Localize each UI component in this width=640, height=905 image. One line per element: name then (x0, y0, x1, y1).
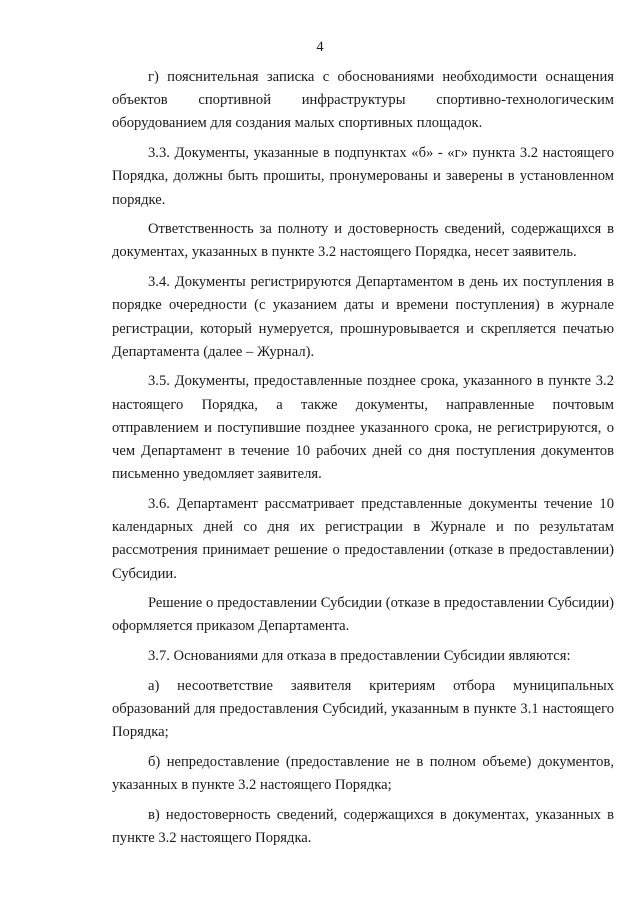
page-number: 4 (316, 39, 324, 55)
paragraph-responsibility: Ответственность за полноту и достоверность сведений, содержащихся в документах, указанных в пункте 3.2 настоящего Порядка, несет заявитель. (112, 221, 614, 261)
paragraph-3-3: 3.3. Документы, указанные в подпунктах «б» - «г» пункта 3.2 настоящего Порядка, должны быть прошиты, пронумерованы и заверены в установленном порядке. (112, 145, 614, 208)
paragraph-3-5: 3.5. Документы, предоставленные позднее срока, указанного в пункте 3.2 настоящего Порядка, а также документы, направленные почтовым отправлением и поступившие позднее указанного срока, не регистрируются, о чем Департамент в течение 10 рабочих дней со дня поступления документов письменно уведомляет заявителя. (112, 373, 614, 483)
paragraph-refusal-reason-a: а) несоответствие заявителя критериям отбора муниципальных образований для предоставления Субсидий, указанным в пункте 3.1 настоящего Порядка; (112, 677, 614, 741)
paragraph-item-g-explanatory-note: г) пояснительная записка с обоснованиями необходимости оснащения объектов спортивной инфраструктуры спортивно-технологическим оборудованием для создания малых спортивных площадок. (112, 69, 614, 132)
document-body (112, 66, 614, 857)
paragraph-3-7: 3.7. Основаниями для отказа в предоставлении Субсидии являются: (148, 648, 571, 665)
paragraph-decision: Решение о предоставлении Субсидии (отказе в предоставлении Субсидии) оформляется приказом Департамента. (112, 595, 614, 635)
paragraph-3-4: 3.4. Документы регистрируются Департаментом в день их поступления в порядке очередности (с указанием даты и времени поступления) в журнале регистрации, который нумеруется, прошнуровывается и скрепляется печатью Департамента (далее – Журнал). (112, 274, 614, 360)
paragraph-3-6: 3.6. Департамент рассматривает представленные документы течение 10 календарных дней со дня их регистрации в Журнале и по результатам рассмотрения принимает решение о предоставлении (отказе в предоставлении) Субсидии. (112, 495, 614, 582)
paragraph-refusal-reason-b: б) непредоставление (предоставление не в полном объеме) документов, указанных в пункте 3.2 настоящего Порядка; (112, 753, 614, 794)
paragraph-refusal-reason-v: в) недостоверность сведений, содержащихся в документах, указанных в пункте 3.2 настоящего Порядка. (112, 806, 614, 847)
